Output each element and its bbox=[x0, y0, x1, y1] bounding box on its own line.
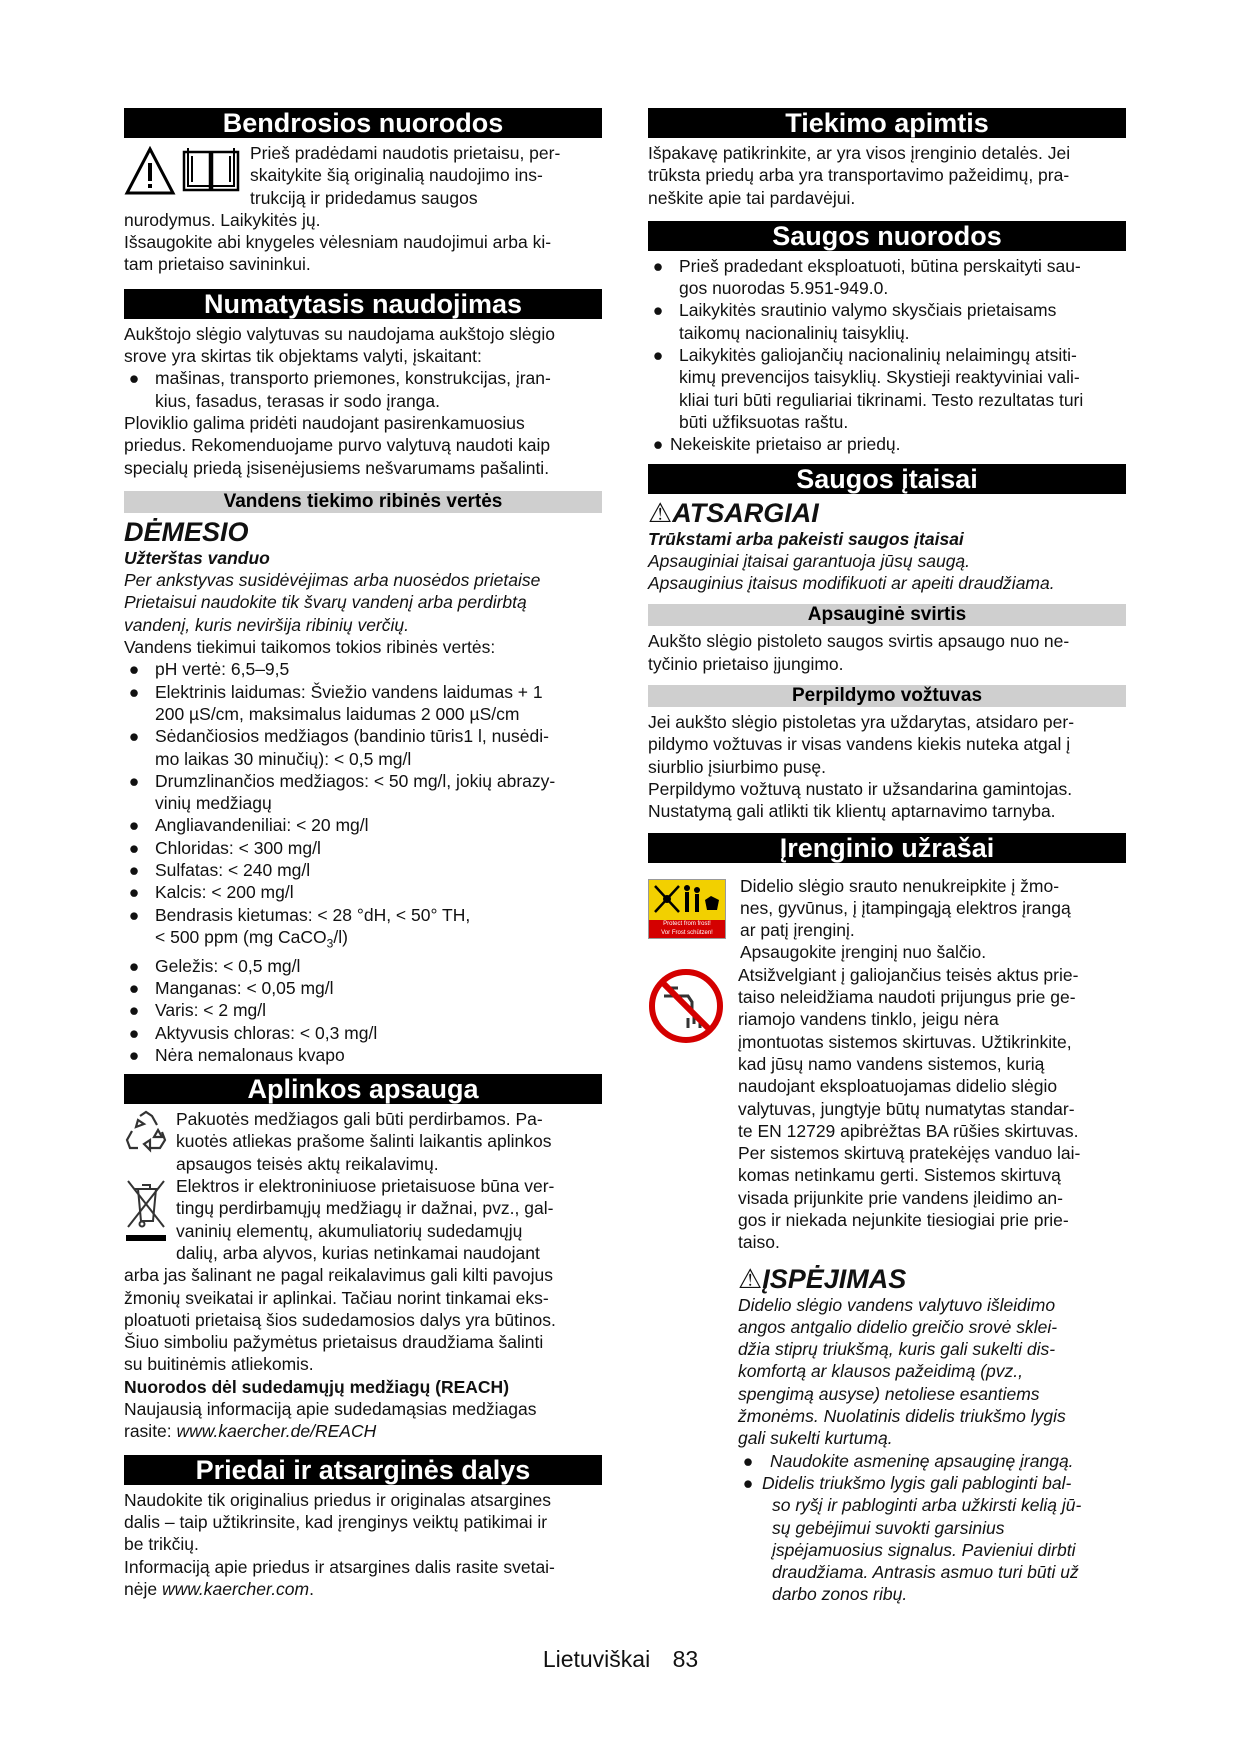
label2-line-13: taiso. bbox=[738, 1232, 780, 1253]
section-title-general: Bendrosios nuorodos bbox=[124, 108, 602, 138]
env-p1-line-1: Pakuotės medžiagos gali būti perdirbamos. Pa- bbox=[176, 1109, 543, 1130]
intended-list bbox=[124, 367, 602, 412]
noise-line-3: džia stiprų triukšmą, kuris gali sukelti dis- bbox=[738, 1339, 1056, 1360]
list-item: ● Aktyvusis chloras: < 0,3 mg/l bbox=[128, 1022, 378, 1043]
noise-line-6: žmonėms. Nuolatinis didelis triukšmo lygis bbox=[738, 1406, 1066, 1427]
env-p2-line-3: vaninių elementų, akumuliatorių sudedamųjų bbox=[176, 1220, 523, 1241]
weee-block bbox=[124, 1175, 602, 1376]
list-item: ● Prieš pradedant eksploatuoti, būtina perskaityti sau- gos nuorodas 5.951-949.0. bbox=[652, 255, 1081, 299]
list-item: ● Laikykitės srautinio valymo skysčiais prietaisams taikomų nacionalinių taisyklių. bbox=[652, 300, 1057, 343]
warning-title-attention: DĖMESIO bbox=[124, 516, 249, 547]
frost-caption-de: Vor Frost schützen! bbox=[661, 929, 713, 936]
noise-line-2: angos antgalio didelio greičio srovė sklei- bbox=[738, 1316, 1058, 1337]
section-title-safety: Saugos nuorodos bbox=[648, 221, 1126, 251]
list-item: ● Sėdančiosios medžiagos (bandinio tūris1 l, nusėdi- mo laikas 30 minučių): < 0,5 mg/l bbox=[128, 726, 549, 769]
warning-subtitle: Užterštas vanduo bbox=[124, 547, 270, 568]
general-line-3: trukciją ir pridedamus saugos bbox=[250, 187, 478, 208]
parts-p2-line-2: nėje www.kaercher.com. bbox=[124, 1578, 314, 1599]
label1-line-3: ar patį įrenginį. bbox=[740, 920, 855, 941]
section-title-environment: Aplinkos apsauga bbox=[124, 1074, 602, 1104]
general-block bbox=[124, 142, 602, 276]
valve-line-5: Nustatymą gali atlikti tik klientų aptarnavimo tarnyba. bbox=[648, 801, 1056, 822]
label2-line-8: te EN 12729 apibrėžtas BA rūšies skirtuvas. bbox=[738, 1120, 1079, 1141]
label2-line-1: Atsižvelgiant į galiojančius teisės aktus prie- bbox=[738, 964, 1079, 985]
subsection-title-valve: Perpildymo vožtuvas bbox=[648, 685, 1126, 707]
warning-triangle-icon bbox=[124, 146, 176, 196]
caution-text-line-1: Apsauginiai įtaisai garantuoja jūsų saugą. bbox=[648, 550, 971, 571]
parts-p1-line-3: be trikčių. bbox=[124, 1534, 199, 1555]
valve-line-3: siurblio įsiurbimo pusę. bbox=[648, 756, 826, 777]
footer-language: Lietuviškai bbox=[542, 1646, 651, 1672]
lever-line-2: tyčinio prietaiso įjungimo. bbox=[648, 653, 844, 674]
subsection-title-lever: Apsauginė svirtis bbox=[648, 604, 1126, 626]
reach-title: Nuorodos dėl sudedamųjų medžiagų (REACH) bbox=[124, 1376, 510, 1397]
kaercher-link[interactable]: www.kaercher.com bbox=[161, 1578, 310, 1599]
list-item: ● pH vertė: 6,5–9,5 bbox=[128, 659, 290, 680]
list-item: ● Angliavandeniliai: < 20 mg/l bbox=[128, 815, 369, 836]
water-limits-list bbox=[124, 658, 602, 1066]
noise-line-4: komfortą ar klausos pažeidimą (pvz., bbox=[738, 1361, 1023, 1382]
general-line-1: Prieš pradėdami naudotis prietaisu, per- bbox=[250, 143, 561, 163]
label2-line-7: valytuvas, jungtyje būtų numatytas standar- bbox=[738, 1098, 1075, 1119]
label-drinking-water-row bbox=[648, 964, 1126, 1606]
env-p1-line-3: apsaugos teisės aktų reikalavimų. bbox=[176, 1153, 439, 1174]
page-footer bbox=[0, 1646, 1241, 1673]
safety-list bbox=[648, 255, 1126, 456]
label1-line-4: Apsaugokite įrenginį nuo šalčio. bbox=[740, 942, 987, 963]
label2-line-4: įmontuotas sistemos skirtuvas. Užtikrinkite, bbox=[738, 1031, 1072, 1052]
intended-p1-line-1: Aukštojo slėgio valytuvas su naudojama aukštojo slėgio bbox=[124, 323, 555, 344]
label1-line-2: nes, gyvūnus, į įtampingąją elektros įrangą bbox=[740, 897, 1071, 918]
env-p1-line-2: kuotės atliekas prašome šalinti laikantis aplinkos bbox=[176, 1131, 552, 1152]
list-item: ● Naudokite asmeninę apsauginę įrangą. bbox=[742, 1450, 1074, 1471]
delivery-line-2: trūksta priedų arba yra transportavimo pažeidimų, pra- bbox=[648, 165, 1070, 186]
env-p2-line-6: žmonių sveikatai ir aplinkai. Tačiau norint tinkamai eks- bbox=[124, 1287, 549, 1308]
env-p2-line-2: tingų perdirbamųjų medžiagų ir dažnai, pvz., gal- bbox=[176, 1198, 554, 1219]
label2-line-10: komas netinkamu gerti. Sistemos skirtuvą bbox=[738, 1165, 1061, 1186]
right-column bbox=[648, 108, 1126, 1606]
reach-text: Naujausią informaciją apie sudedamąsias medžiagas bbox=[124, 1399, 537, 1420]
no-drinking-water-connection-icon bbox=[648, 968, 724, 1044]
section-title-device-labels: Įrenginio užrašai bbox=[648, 833, 1126, 863]
list-item: ● Kalcis: < 200 mg/l bbox=[128, 882, 294, 903]
section-title-safety-devices: Saugos įtaisai bbox=[648, 464, 1126, 494]
label-frost-row bbox=[648, 875, 1126, 964]
list-item: ● Bendrasis kietumas: < 28 °dH, < 50° TH, < 500 ppm (mg CaCO$_3$/l) bbox=[128, 904, 471, 951]
frost-warning-label-icon bbox=[648, 879, 726, 939]
list-item: ● Sulfatas: < 240 mg/l bbox=[128, 860, 311, 881]
recycle-icon bbox=[124, 1110, 168, 1154]
label2-line-3: riamojo vandens tinklo, jeigu nėra bbox=[738, 1009, 999, 1030]
list-item: ● Nekeiskite prietaiso ar priedų. bbox=[652, 434, 901, 455]
env-p2-line-1: Elektros ir elektroniniuose prietaisuose būna ver- bbox=[176, 1176, 555, 1197]
env-p2-line-5: arba jas šalinant ne pagal reikalavimus gali kilti pavojus bbox=[124, 1265, 553, 1286]
warning-text-line-1: Per ankstyvas susidėvėjimas arba nuosėdos prietaise bbox=[124, 570, 541, 591]
label2-line-2: taiso neleidžiama naudoti prijungus prie ge- bbox=[738, 987, 1076, 1008]
valve-line-4: Perpildymo vožtuvą nustato ir užsandarina gamintojas. bbox=[648, 778, 1073, 799]
section-title-intended-use: Numatytasis naudojimas bbox=[124, 289, 602, 319]
warning-text-line-2: Prietaisui naudokite tik švarų vandenį arba perdirbtą bbox=[124, 592, 527, 613]
delivery-line-1: Išpakavę patikrinkite, ar yra visos įrenginio detalės. Jei bbox=[648, 143, 1071, 163]
reach-link[interactable]: www.kaercher.de/REACH bbox=[176, 1421, 377, 1442]
section-title-delivery: Tiekimo apimtis bbox=[648, 108, 1126, 138]
water-intro: Vandens tiekimui taikomos tokios ribinės vertės: bbox=[124, 637, 496, 658]
lever-line-1: Aukšto slėgio pistoleto saugos svirtis apsaugo nuo ne- bbox=[648, 631, 1070, 652]
warning-triangle-icon: ⚠ bbox=[738, 1263, 763, 1294]
page-number: 83 bbox=[672, 1646, 699, 1672]
parts-p1-line-2: dalis – taip užtikrinsite, kad įrenginys veiktų patikimai ir bbox=[124, 1511, 548, 1532]
intended-p2-line-3: specialų priedą įsisenėjusiems nešvarumams pašalinti. bbox=[124, 457, 550, 478]
label2-line-5: kad jūsų namo vandens sistemos, kurią bbox=[738, 1053, 1045, 1074]
parts-p2-line-1: Informaciją apie priedus ir atsargines dalis rasite svetai- bbox=[124, 1556, 555, 1577]
warning-text-line-3: vandenį, kuris neviršija ribinių verčių. bbox=[124, 614, 409, 635]
list-item: ● mašinas, transporto priemones, konstrukcijas, įran- kius, fasadus, terasas ir sodo įranga. bbox=[124, 367, 602, 412]
env-p2-line-8: Šiuo simboliu pažymėtus prietaisus draudžiama šalinti bbox=[124, 1332, 544, 1353]
left-column bbox=[124, 108, 602, 1600]
parts-p1-line-1: Naudokite tik originalius priedus ir originalas atsargines bbox=[124, 1489, 552, 1510]
label2-line-12: gos ir niekada nejunkite tiesiogiai prie prie- bbox=[738, 1209, 1069, 1230]
label2-line-11: visada prijunkite prie vandens įleidimo an- bbox=[738, 1187, 1063, 1208]
general-p2-line-1: Išsaugokite abi knygeles vėlesniam naudojimui arba ki- bbox=[124, 232, 552, 253]
delivery-line-3: neškite apie tai pardavėjui. bbox=[648, 187, 856, 208]
label1-line-1: Didelio slėgio srauto nenukreipkite į žmo- bbox=[740, 875, 1060, 896]
env-p2-line-9: su buitinėmis atliekomis. bbox=[124, 1354, 314, 1375]
caution-subtitle: Trūkstami arba pakeisti saugos įtaisai bbox=[648, 528, 964, 549]
reach-text-2: rasite: www.kaercher.de/REACH bbox=[124, 1421, 377, 1442]
list-item: ● Didelis triukšmo lygis gali pabloginti bal- so ryšį ir pabloginti arba užkirsti kelią jū- sų gebėjimui suvokti garsinius įspėjamuosius signalus. Pavieniui dirbti draudžiama. Antrasis asmuo turi būti už darbo zonos ribų. bbox=[742, 1472, 1082, 1605]
list-item: ● Laikykitės galiojančių nacionalinių nelaimingų atsiti- kimų prevencijos taisyklių. Skystieji reaktyviniai vali- kliai turi būti reguliariai tikrinami. Testo rezultatas turi būti užfiksuotas raštu. bbox=[652, 345, 1084, 432]
noise-line-7: gali sukelti kurtumą. bbox=[738, 1428, 893, 1449]
intended-p1-line-2: srove yra skirtas tik objektams valyti, įskaitant: bbox=[124, 346, 482, 367]
list-item: ● Manganas: < 0,05 mg/l bbox=[128, 978, 334, 998]
label2-line-9: Per sistemos skirtuvą pratekėjęs vanduo lai- bbox=[738, 1143, 1081, 1164]
frost-caption-en: Protect from frost! bbox=[663, 920, 711, 927]
section-title-parts: Priedai ir atsarginės dalys bbox=[124, 1455, 602, 1485]
list-item: ● Chloridas: < 300 mg/l bbox=[128, 837, 321, 858]
bullet-icon: ● bbox=[128, 368, 140, 389]
list-item: ● Elektrinis laidumas: Šviežio vandens laidumas + 1 200 µS/cm, maksimalus laidumas 2 000 µS/cm bbox=[128, 681, 543, 724]
valve-line-2: pildymo vožtuvas ir visas vandens kiekis nuteka atgal į bbox=[648, 734, 1071, 755]
noise-line-5: spengimą ausyse) netoliese esantiems bbox=[738, 1383, 1040, 1404]
list-item: ● Geležis: < 0,5 mg/l bbox=[128, 955, 301, 976]
list-item: ● Nėra nemalonaus kvapo bbox=[128, 1044, 345, 1065]
general-line-4: nurodymus. Laikykitės jų. bbox=[124, 209, 321, 230]
warning-title-warning: ⚠ĮSPĖJIMAS bbox=[738, 1263, 907, 1294]
list-item: ● Drumzlinančios medžiagos: < 50 mg/l, jokių abrazy- vinių medžiagų bbox=[128, 770, 556, 814]
valve-line-1: Jei aukšto slėgio pistoletas yra uždarytas, atsidaro per- bbox=[648, 712, 1075, 733]
subsection-title-water-limits: Vandens tiekimo ribinės vertės bbox=[124, 491, 602, 513]
caution-text-line-2: Apsauginius įtaisus modifikuoti ar apeiti draudžiama. bbox=[648, 573, 1055, 594]
list-item: ● Varis: < 2 mg/l bbox=[128, 1000, 267, 1021]
warning-title-caution: ⚠ATSARGIAI bbox=[648, 497, 819, 528]
env-p2-line-4: dalių, arba alyvos, kurias netinkamai naudojant bbox=[176, 1242, 540, 1263]
manual-book-icon bbox=[180, 144, 242, 194]
env-p2-line-7: ploatuoti prietaisą šios sudedamosios dalys yra būtinos. bbox=[124, 1309, 556, 1330]
recycle-block bbox=[124, 1108, 602, 1175]
noise-line-1: Didelio slėgio vandens valytuvo išleidimo bbox=[738, 1294, 1056, 1315]
general-p2-line-2: tam prietaiso savininkui. bbox=[124, 254, 311, 275]
general-line-2: skaitykite šią originalią naudojimo ins- bbox=[250, 165, 543, 186]
intended-p2-line-2: priedus. Rekomenduojame purvo valytuvą naudoti kaip bbox=[124, 435, 551, 456]
crossed-bin-icon bbox=[124, 1177, 168, 1243]
intended-p2-line-1: Ploviklio galima pridėti naudojant pasirenkamuosius bbox=[124, 412, 525, 433]
label2-line-6: naudojant eksploatuojamas didelio slėgio bbox=[738, 1076, 1058, 1097]
warning-triangle-icon: ⚠ bbox=[648, 497, 673, 528]
noise-list bbox=[738, 1450, 1081, 1606]
